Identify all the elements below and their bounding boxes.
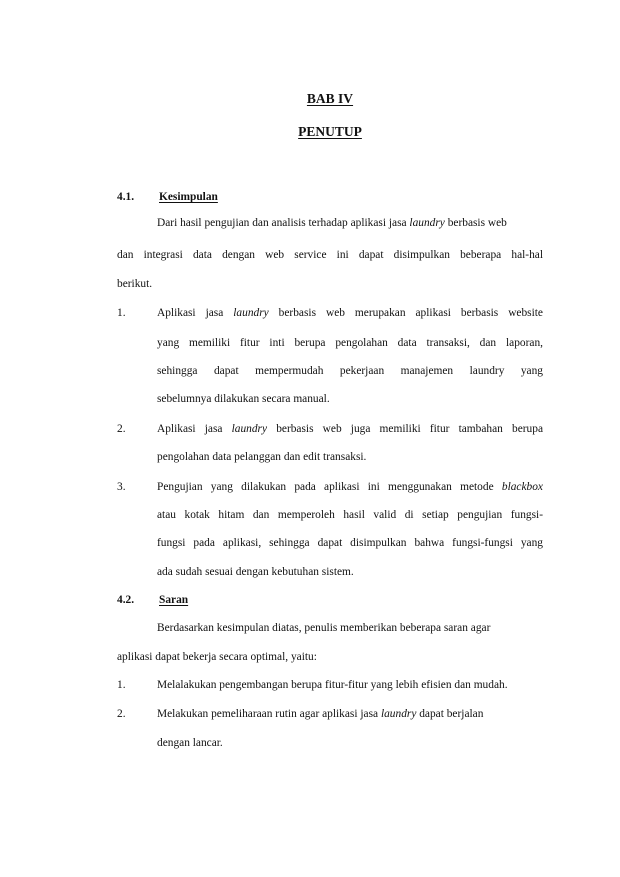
italic-term: laundry (380, 708, 417, 720)
list-item-line: Melakukan pemeliharaan rutin agar aplikasi jasa laundry dapat berjalan (157, 708, 484, 720)
list-item-line: atau kotak hitam dan memperoleh hasil valid di setiap pengujian fungsi- (157, 509, 543, 521)
list-item-line: dengan lancar. (157, 737, 223, 749)
italic-term: laundry (231, 423, 268, 435)
chapter-number: BAB IV (306, 91, 354, 106)
list-item-number: 1. (117, 307, 126, 319)
saran-intro-line-2: aplikasi dapat bekerja secara optimal, yaitu: (117, 651, 317, 663)
list-item-number: 2. (117, 708, 126, 720)
list-item-line: Pengujian yang dilakukan pada aplikasi ini menggunakan metode blackbox (157, 481, 543, 493)
list-item-number: 3. (117, 481, 126, 493)
section-number: 4.1. (117, 191, 135, 203)
section-title: Kesimpulan (159, 191, 218, 203)
section-number: 4.2. (117, 594, 135, 606)
list-item-line: Aplikasi jasa laundry berbasis web juga memiliki fitur tambahan berupa (157, 423, 543, 435)
list-item-line: fungsi pada aplikasi, sehingga dapat disimpulkan bahwa fungsi-fungsi yang (157, 537, 543, 549)
list-item-number: 1. (117, 679, 126, 691)
list-item-line: sebelumnya dilakukan secara manual. (157, 393, 330, 405)
list-item-line: ada sudah sesuai dengan kebutuhan sistem. (157, 566, 354, 578)
list-item-line: sehingga dapat mempermudah pekerjaan manajemen laundry yang (157, 365, 543, 377)
list-item-line: yang memiliki fitur inti berupa pengolahan data transaksi, dan laporan, (157, 337, 543, 349)
chapter-title: PENUTUP (298, 124, 362, 139)
saran-intro-line-1: Berdasarkan kesimpulan diatas, penulis memberikan beberapa saran agar (157, 622, 491, 634)
kesimpulan-intro-line-3: berikut. (117, 278, 153, 290)
italic-term: blackbox (501, 481, 543, 493)
list-item-line: Melalakukan pengembangan berupa fitur-fitur yang lebih efisien dan mudah. (157, 679, 508, 691)
kesimpulan-intro-line-1: Dari hasil pengujian dan analisis terhadap aplikasi jasa laundry berbasis web (157, 217, 507, 229)
list-item-line: Aplikasi jasa laundry berbasis web merupakan aplikasi berbasis website (157, 307, 543, 319)
section-title: Saran (159, 594, 189, 606)
kesimpulan-intro-line-2: dan integrasi data dengan web service ini dapat disimpulkan beberapa hal-hal (117, 249, 543, 261)
italic-term: laundry (233, 307, 269, 319)
italic-term: laundry (409, 217, 445, 229)
list-item-line: pengolahan data pelanggan dan edit transaksi. (157, 451, 367, 463)
list-item-number: 2. (117, 423, 126, 435)
